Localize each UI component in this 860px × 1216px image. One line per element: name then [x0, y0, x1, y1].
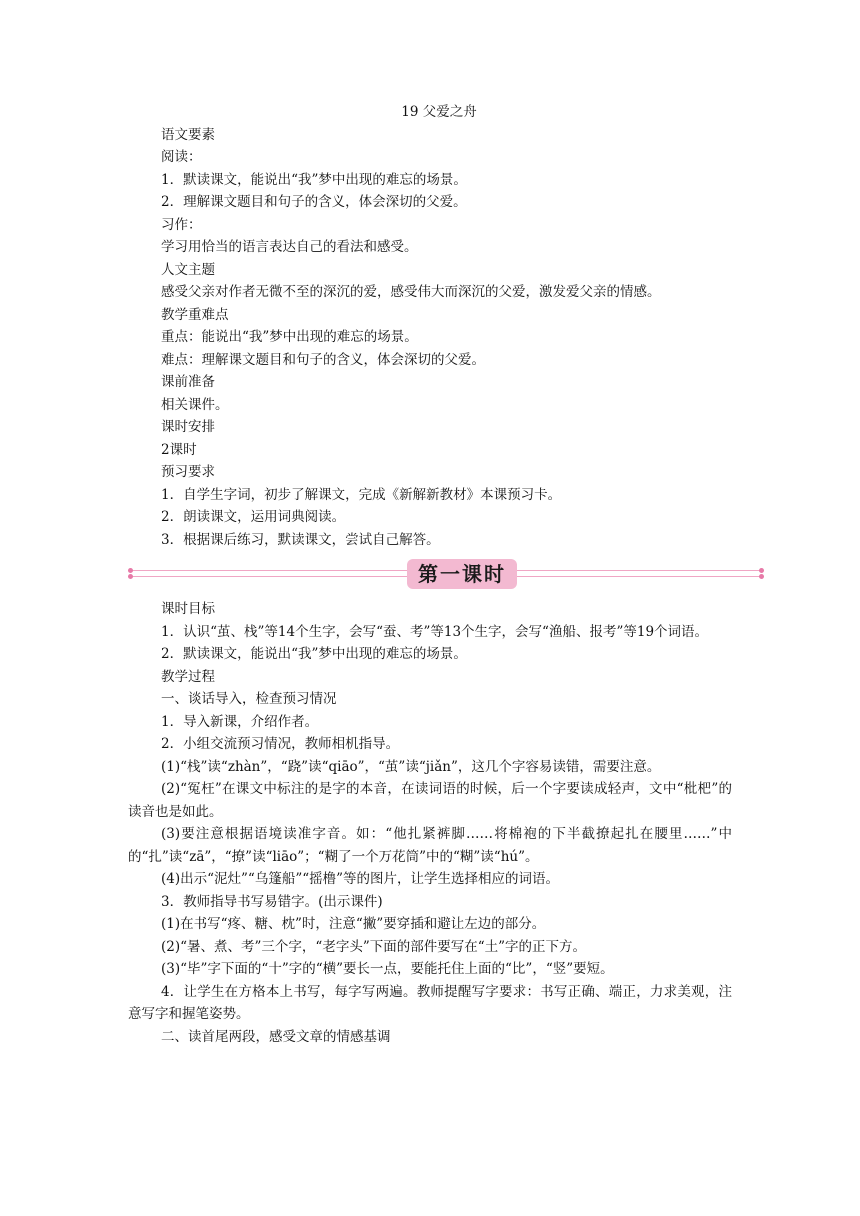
paragraph: 一、谈话导入，检查预习情况	[161, 691, 337, 707]
paragraph: 2．小组交流预习情况，教师相机指导。	[161, 736, 400, 752]
paragraph: 2．默读课文，能说出“我”梦中出现的难忘的场景。	[161, 646, 467, 662]
paragraph: (1)在书写“疼、糖、枕”时，注意“撇”要穿插和避让左边的部分。	[161, 916, 546, 932]
paragraph: 二、读首尾两段，感受文章的情感基调	[161, 1028, 391, 1045]
paragraph: (1)“栈”读“zhàn”，“跷”读“qiāo”，“茧”读“jiǎn”，这几个字容易读错，需要注意。	[161, 758, 661, 775]
paragraph: 教学过程	[161, 668, 215, 685]
paragraph: 重点：能说出“我”梦中出现的难忘的场景。	[161, 329, 418, 345]
banner-char: 课	[462, 561, 484, 586]
banner-dot	[759, 568, 764, 573]
banner-dot	[759, 574, 764, 579]
first-lesson-banner	[128, 555, 764, 593]
paragraph: 3．根据课后练习，默读课文，尝试自己解答。	[161, 531, 440, 548]
banner-dot	[128, 568, 133, 573]
paragraph: 语文要素	[161, 126, 215, 143]
paragraph: 学习用恰当的语言表达自己的看法和感受。	[161, 239, 418, 255]
paragraph: 课时目标	[161, 601, 215, 617]
banner-title	[407, 559, 517, 589]
paragraph: 1．默读课文，能说出“我”梦中出现的难忘的场景。	[161, 171, 467, 188]
paragraph: (2)“冤枉”在课文中标注的是字的本音，在读词语的时候，后一个字要读成轻声，文中“枇杷”的读音也是如此。	[128, 781, 732, 820]
paragraph: 课时安排	[161, 419, 215, 435]
document-body	[128, 101, 732, 1048]
paragraph: 教学重难点	[161, 306, 229, 323]
paragraph: 难点：理解课文题目和句子的含义，体会深切的父爱。	[161, 351, 485, 368]
lesson-title: 19 父爱之舟	[401, 104, 477, 120]
paragraph: (3)要注意根据语境读准字音。如：“他扎紧裤脚……将棉袍的下半截撩起扎在腰里……”中的“扎”读“zā”，“撩”读“liāo”；“糊了一个万花筒”中的“糊”读“hú”。	[128, 826, 732, 865]
paragraph: 阅读：	[161, 149, 202, 165]
paragraph: 2课时	[161, 441, 197, 458]
paragraph: 2．理解课文题目和句子的含义，体会深切的父爱。	[161, 194, 467, 210]
paragraph: 3．教师指导书写易错字。(出示课件)	[161, 893, 383, 910]
paragraph: (2)“暑、煮、考”三个字，“老字头”下面的部件要写在“土”字的正下方。	[161, 938, 587, 955]
paragraph: (4)出示“泥灶”“乌篷船”“摇橹”等的图片，让学生选择相应的词语。	[161, 871, 560, 887]
paragraph: 相关课件。	[161, 396, 229, 413]
paragraph: 人文主题	[161, 261, 215, 278]
paragraph: 1．认识“茧、栈”等14个生字，会写“蚕、考”等13个生字，会写“渔船、报考”等19个词语。	[161, 623, 709, 640]
paragraph: (3)“毕”字下面的“十”字的“横”要长一点，要能托住上面的“比”，“竖”要短。	[161, 961, 614, 977]
paragraph: 1．导入新课，介绍作者。	[161, 713, 319, 730]
first-lesson-content	[128, 598, 732, 1048]
paragraph: 感受父亲对作者无微不至的深沉的爱，感受伟大而深沉的父爱，激发爱父亲的情感。	[161, 284, 661, 300]
banner-char: 一	[440, 561, 462, 586]
lesson-overview	[128, 124, 732, 552]
paragraph: 4．让学生在方格本上书写，每字写两遍。教师提醒写字要求：书写正确、端正，力求美观，注意写字和握笔姿势。	[128, 983, 732, 1022]
paragraph: 课前准备	[161, 374, 215, 390]
banner-char: 第	[418, 561, 440, 586]
banner-dot	[128, 574, 133, 579]
paragraph: 1．自学生字词，初步了解课文，完成《新解新教材》本课预习卡。	[161, 486, 562, 503]
banner-char: 时	[484, 561, 506, 586]
paragraph: 习作：	[161, 216, 202, 233]
paragraph: 预习要求	[161, 464, 215, 480]
paragraph: 2．朗读课文，运用词典阅读。	[161, 509, 346, 525]
